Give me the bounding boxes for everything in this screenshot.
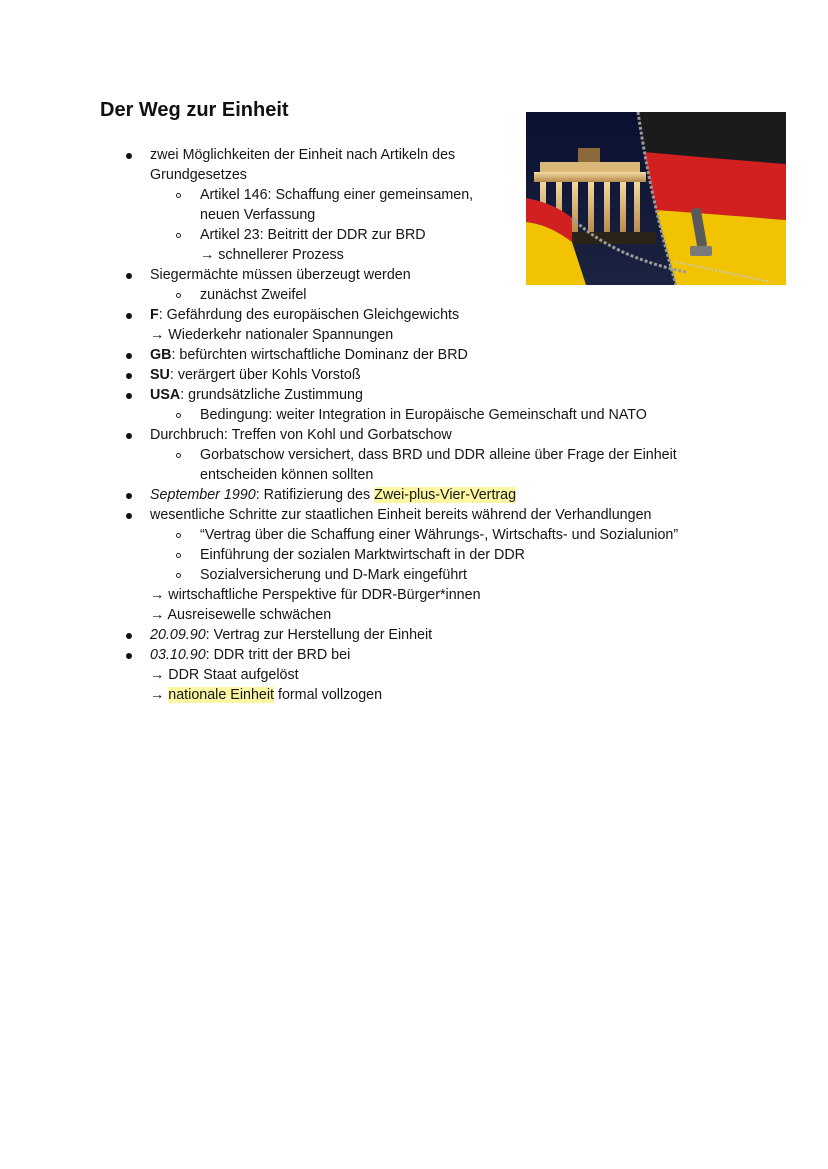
sub-list-item: Einführung der sozialen Marktwirtschaft in der DDR — [200, 547, 525, 563]
sub-list-item: Bedingung: weiter Integration in Europäische Gemeinschaft und NATO — [200, 407, 647, 423]
list-item-continued: → wirtschaftliche Perspektive für DDR-Bürger*innen — [150, 587, 481, 603]
list-item-text: : Ratifizierung des — [255, 487, 375, 503]
bullet-icon — [126, 313, 132, 319]
sub-bullet-icon — [176, 193, 181, 198]
bullet-icon — [126, 633, 132, 639]
sub-list-item: Artikel 23: Beitritt der DDR zur BRD — [200, 227, 426, 243]
highlighted-text: nationale Einheit — [168, 687, 275, 703]
country-label: GB — [150, 347, 172, 363]
list-item: wesentliche Schritte zur staatlichen Einheit bereits während der Verhandlungen — [150, 507, 652, 523]
list-item-continued: → Ausreisewelle schwächen — [150, 607, 332, 623]
bullet-icon — [126, 373, 132, 379]
sub-list-item-continued: neuen Verfassung — [200, 207, 316, 223]
sub-bullet-icon — [176, 533, 181, 538]
highlighted-text: Zwei-plus-Vier-Vertrag — [374, 487, 517, 503]
sub-bullet-icon — [176, 233, 181, 238]
sub-list-item: zunächst Zweifel — [200, 287, 307, 303]
sub-bullet-icon — [176, 453, 181, 458]
list-item — [150, 385, 363, 405]
bullet-icon — [126, 273, 132, 279]
list-item-text: : grundsätzliche Zustimmung — [180, 387, 363, 403]
page-title: Der Weg zur Einheit — [100, 99, 289, 121]
arrow-prefix: → — [150, 687, 169, 703]
list-item-continued: → DDR Staat aufgelöst — [150, 667, 299, 683]
country-label: SU — [150, 367, 170, 383]
sub-bullet-icon — [176, 413, 181, 418]
country-label: F — [150, 307, 159, 323]
list-item — [150, 625, 432, 645]
sub-list-item: Sozialversicherung und D-Mark eingeführt — [200, 567, 468, 583]
sub-bullet-icon — [176, 573, 181, 578]
list-item-text: : Vertrag zur Herstellung der Einheit — [205, 627, 433, 643]
sub-list-item-continued: entscheiden können sollten — [200, 467, 374, 483]
sub-bullet-icon — [176, 293, 181, 298]
list-item-text: : verärgert über Kohls Vorstoß — [169, 367, 361, 383]
list-item: Durchbruch: Treffen von Kohl und Gorbatschow — [150, 427, 452, 443]
date-label: September 1990 — [150, 487, 256, 503]
date-label: 20.09.90 — [150, 627, 206, 643]
list-item — [150, 365, 361, 385]
bullet-icon — [126, 353, 132, 359]
sub-list-item: Artikel 146: Schaffung einer gemeinsamen, — [200, 187, 474, 203]
list-item-continued: Grundgesetzes — [150, 167, 247, 183]
sub-list-item: “Vertrag über die Schaffung einer Währungs-, Wirtschafts- und Sozialunion” — [200, 527, 679, 543]
list-item — [150, 345, 468, 365]
sub-list-item-continued: → schnellerer Prozess — [200, 247, 344, 263]
list-item — [150, 485, 516, 505]
list-item-text: : DDR tritt der BRD bei — [205, 647, 351, 663]
date-label: 03.10.90 — [150, 647, 206, 663]
bullet-icon — [126, 493, 132, 499]
list-item-continued — [150, 685, 382, 705]
list-item: Siegermächte müssen überzeugt werden — [150, 267, 411, 283]
brandenburg-gate-flag-zipper-icon — [526, 112, 786, 285]
list-item-text: : Gefährdung des europäischen Gleichgewichts — [158, 307, 460, 323]
bullet-icon — [126, 393, 132, 399]
bullet-icon — [126, 653, 132, 659]
bullet-icon — [126, 513, 132, 519]
list-item-text: formal vollzogen — [274, 687, 383, 703]
list-item-text: : befürchten wirtschaftliche Dominanz der BRD — [171, 347, 468, 363]
list-item — [150, 305, 459, 325]
sub-list-item: Gorbatschow versichert, dass BRD und DDR alleine über Frage der Einheit — [200, 447, 677, 463]
list-item-continued: → Wiederkehr nationaler Spannungen — [150, 327, 394, 343]
bullet-icon — [126, 153, 132, 159]
bullet-icon — [126, 433, 132, 439]
list-item — [150, 645, 350, 665]
sub-bullet-icon — [176, 553, 181, 558]
list-item: zwei Möglichkeiten der Einheit nach Artikeln des — [150, 147, 456, 163]
country-label: USA — [150, 387, 181, 403]
